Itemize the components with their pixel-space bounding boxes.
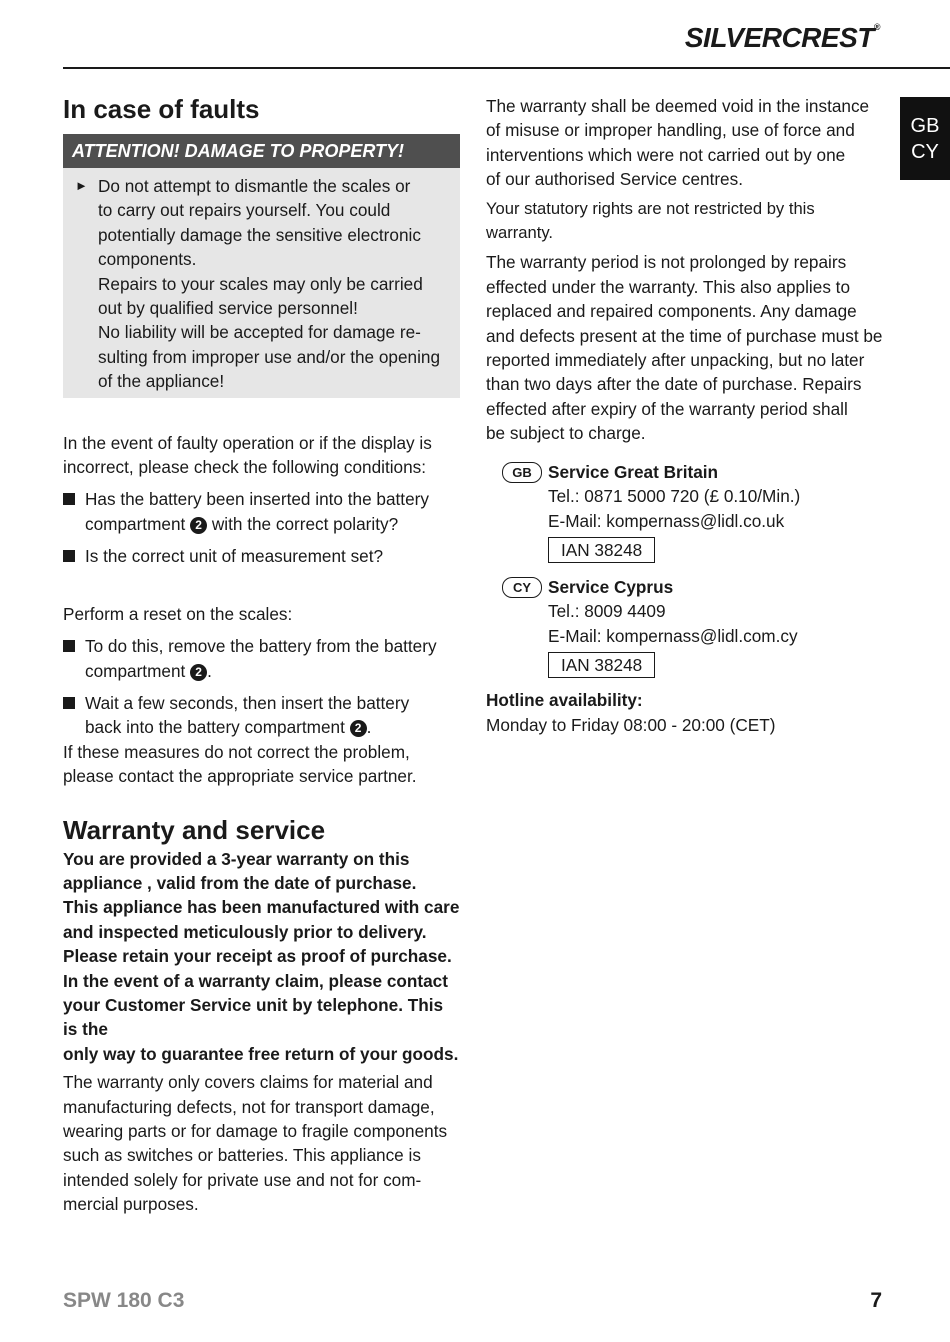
period-line: effected under the warranty. This also applies to xyxy=(486,276,851,297)
period-line: and defects present at the time of purchase must be xyxy=(486,325,883,346)
left-column xyxy=(63,92,460,1217)
service-gb xyxy=(486,460,886,563)
covers-line: wearing parts or for damage to fragile components xyxy=(63,1121,448,1141)
covers-line: The warranty only covers claims for material and xyxy=(63,1072,433,1093)
warning-line: Repairs to your scales may only be carried xyxy=(98,273,423,294)
service-name: Service Great Britain xyxy=(548,461,719,482)
period-line: reported immediately after unpacking, but no later xyxy=(486,350,865,371)
service-email[interactable]: E-Mail: kompernass@lidl.co.uk xyxy=(548,510,785,531)
arrow-icon: ► xyxy=(75,178,88,193)
warranty-line: Please retain your receipt as proof of purchase. xyxy=(63,946,452,967)
bullet-square-icon xyxy=(63,550,75,562)
check-line: compartment 2 with the correct polarity? xyxy=(85,513,399,534)
warning-line: Do not attempt to dismantle the scales or xyxy=(98,176,411,196)
reset-line: Wait a few seconds, then insert the battery xyxy=(85,692,410,713)
service-phone[interactable]: Tel.: 0871 5000 720 (£ 0.10/Min.) xyxy=(548,486,801,507)
bullet-square-icon xyxy=(63,640,75,652)
intro-line: incorrect, please check the following conditions: xyxy=(63,457,427,478)
covers-line: mercial purposes. xyxy=(63,1194,199,1215)
period-line: replaced and repaired components. Any damage xyxy=(486,301,857,322)
warranty-covers xyxy=(63,1070,460,1216)
warning-line: of the appliance! xyxy=(98,371,225,392)
service-email[interactable]: E-Mail: kompernass@lidl.com.cy xyxy=(548,625,798,646)
faults-intro xyxy=(63,431,460,480)
intro-line: In the event of faulty operation or if the display is xyxy=(63,432,432,453)
warning-title: ATTENTION! DAMAGE TO PROPERTY! xyxy=(63,134,460,168)
reset-step xyxy=(63,634,460,683)
warranty-line: appliance , valid from the date of purchase. xyxy=(63,872,417,893)
warranty-heading: Warranty and service xyxy=(63,814,326,845)
closing-line: please contact the appropriate service partner. xyxy=(63,766,417,787)
period-line: than two days after the date of purchase. Repairs xyxy=(486,374,862,395)
ian-box: IAN 38248 xyxy=(548,537,655,563)
period-line: The warranty period is not prolonged by repairs xyxy=(486,252,847,273)
lang-cy: CY xyxy=(911,140,939,163)
number-2-icon: 2 xyxy=(350,720,367,737)
void-line: of misuse or improper handling, use of force and xyxy=(486,120,855,141)
reset-intro: Perform a reset on the scales: xyxy=(63,603,293,624)
warranty-line: and inspected meticulously prior to delivery. xyxy=(63,921,427,942)
covers-line: manufacturing defects, not for transport damage, xyxy=(63,1096,435,1117)
period-paragraph xyxy=(486,250,886,445)
service-name: Service Cyprus xyxy=(548,576,674,597)
warning-box xyxy=(63,134,460,398)
reset-line: compartment 2 . xyxy=(85,660,212,681)
warranty-line: your Customer Service unit by telephone. This is the xyxy=(63,994,444,1040)
void-line: interventions which were not carried out by one xyxy=(486,144,846,165)
warning-line: components. xyxy=(98,249,197,270)
check-item xyxy=(63,487,460,536)
warning-line: potentially damage the sensitive electronic xyxy=(98,224,421,245)
number-2-icon: 2 xyxy=(190,664,207,681)
statutory-rights: Your statutory rights are not restricted by this warranty. xyxy=(486,198,815,243)
footer-model: SPW 180 C3 xyxy=(63,1289,185,1312)
hotline-title: Hotline availability: xyxy=(486,690,643,711)
number-2-icon: 2 xyxy=(190,517,207,534)
service-cy xyxy=(486,575,886,678)
covers-line: such as switches or batteries. This appliance is xyxy=(63,1145,421,1166)
warranty-line: In the event of a warranty claim, please contact xyxy=(63,970,448,991)
hotline-hours: Monday to Friday 08:00 - 20:00 (CET) xyxy=(486,714,776,735)
check-item xyxy=(63,544,460,568)
warranty-line: only way to guarantee free return of your goods. xyxy=(63,1043,459,1064)
language-tab xyxy=(900,97,950,180)
bullet-square-icon xyxy=(63,493,75,505)
country-badge-cy: CY xyxy=(502,577,542,598)
covers-line: intended solely for private use and not for com- xyxy=(63,1169,422,1190)
warranty-bold-text xyxy=(63,847,460,1067)
check-line: Is the correct unit of measurement set? xyxy=(85,546,384,567)
reset-line: To do this, remove the battery from the battery xyxy=(85,636,437,657)
reset-line: back into the battery compartment 2 . xyxy=(85,717,372,738)
void-paragraph xyxy=(486,94,886,192)
void-line: of our authorised Service centres. xyxy=(486,169,743,190)
check-line: Has the battery been inserted into the battery xyxy=(85,489,429,510)
warning-line: to carry out repairs yourself. You could xyxy=(98,200,391,221)
lang-gb: GB xyxy=(910,114,940,137)
warning-line: No liability will be accepted for damage re- xyxy=(98,322,421,343)
service-phone[interactable]: Tel.: 8009 4409 xyxy=(548,601,666,622)
ian-box: IAN 38248 xyxy=(548,652,655,678)
right-column xyxy=(486,94,886,737)
bullet-square-icon xyxy=(63,697,75,709)
header-rule xyxy=(63,67,950,69)
closing-line: If these measures do not correct the problem, xyxy=(63,741,410,762)
page-number: 7 xyxy=(870,1289,882,1312)
period-line: effected after expiry of the warranty period shall xyxy=(486,398,848,419)
warranty-line: You are provided a 3-year warranty on this xyxy=(63,848,410,869)
brand-logo: SILVERCREST® xyxy=(684,22,880,53)
reset-step xyxy=(63,691,460,740)
country-badge-gb: GB xyxy=(502,462,542,483)
faults-closing xyxy=(63,740,460,789)
warning-line: out by qualified service personnel! xyxy=(98,298,358,319)
warning-line: sulting from improper use and/or the opening xyxy=(98,346,441,367)
faults-heading: In case of faults xyxy=(63,94,260,124)
period-line: be subject to charge. xyxy=(486,423,646,444)
void-line: The warranty shall be deemed void in the instance xyxy=(486,96,870,116)
warranty-line: This appliance has been manufactured with care xyxy=(63,897,460,918)
